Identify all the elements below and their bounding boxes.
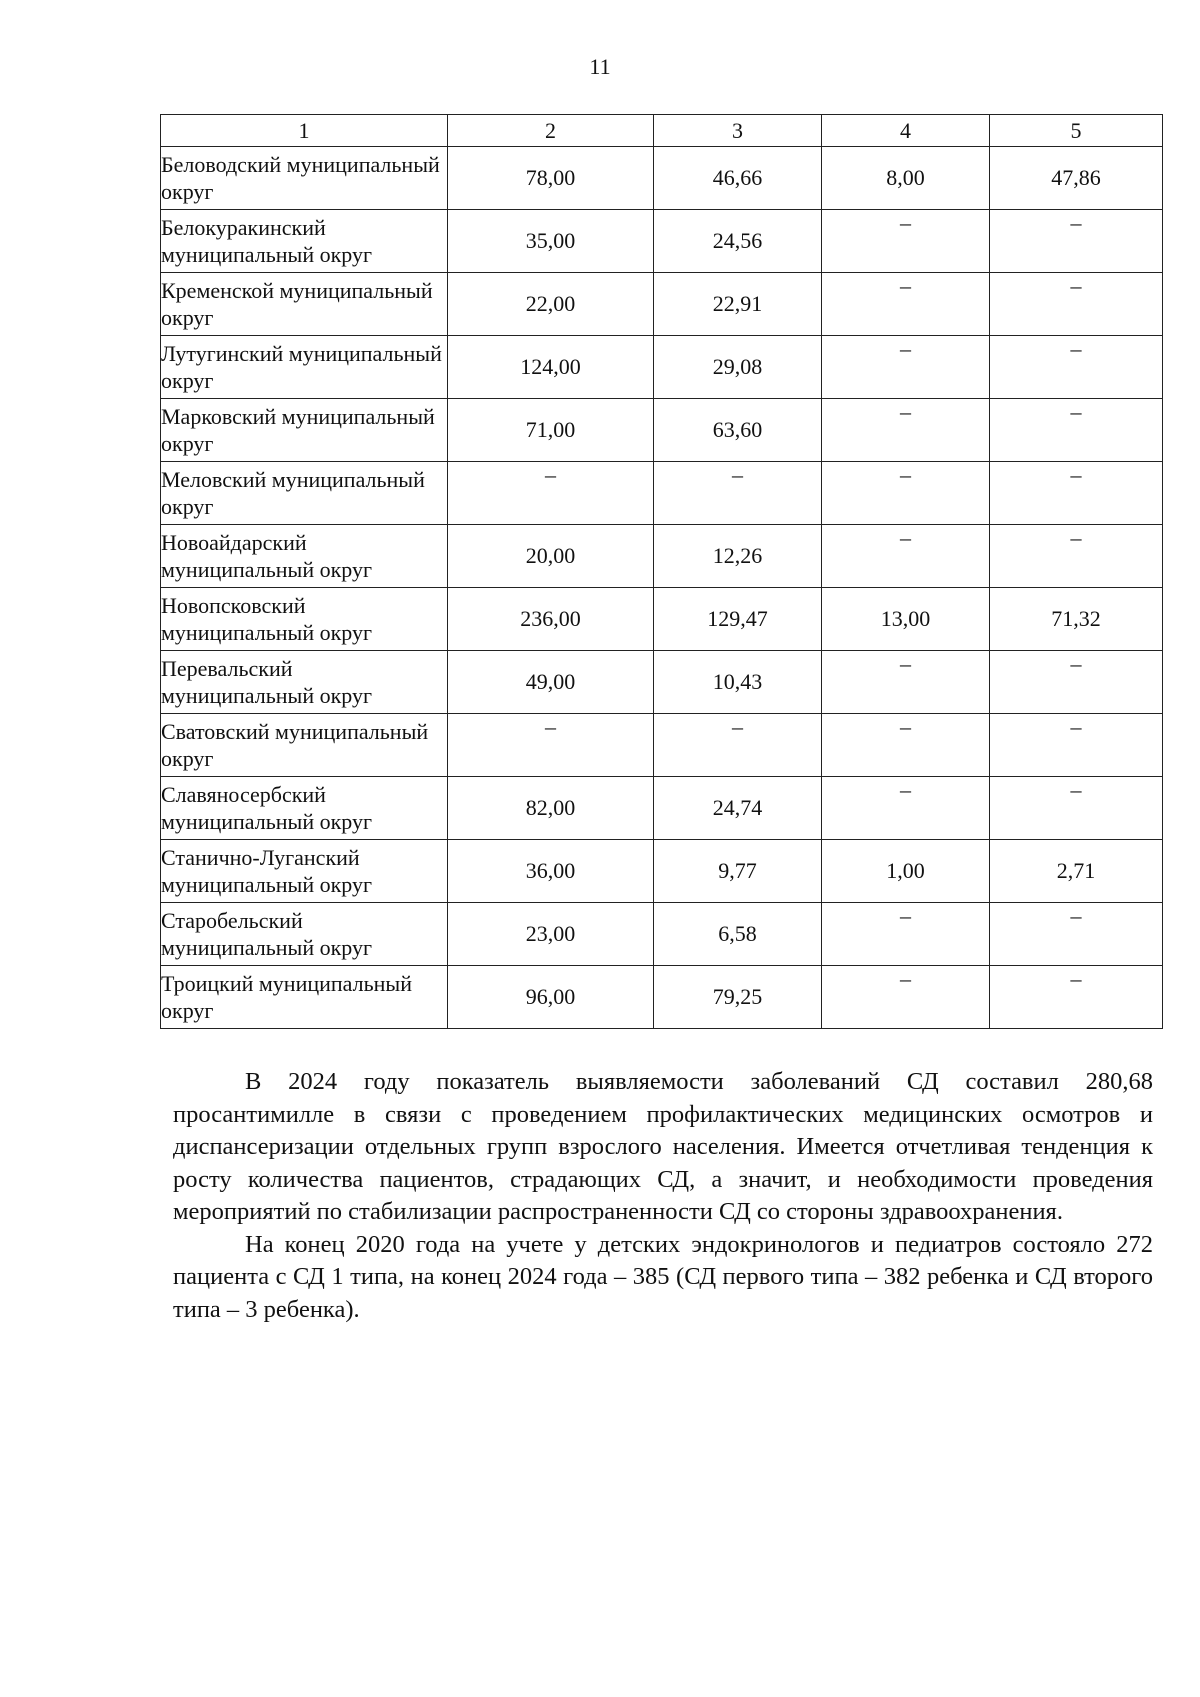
district-name-cell: Славяносербский муниципальный округ xyxy=(161,777,448,840)
column-header: 4 xyxy=(822,115,990,147)
district-name-cell: Беловодский муниципальный округ xyxy=(161,147,448,210)
value-cell: 49,00 xyxy=(448,651,654,714)
value-cell: – xyxy=(990,651,1163,714)
table-row xyxy=(161,273,1163,336)
value-cell: – xyxy=(990,525,1163,588)
value-cell: – xyxy=(822,525,990,588)
value-cell: 23,00 xyxy=(448,903,654,966)
table-row xyxy=(161,840,1163,903)
district-name-cell: Новоайдарский муниципальный округ xyxy=(161,525,448,588)
value-cell: – xyxy=(990,399,1163,462)
value-cell: 6,58 xyxy=(654,903,822,966)
value-cell: – xyxy=(822,462,990,525)
table-row xyxy=(161,777,1163,840)
value-cell: – xyxy=(448,462,654,525)
table-row xyxy=(161,714,1163,777)
value-cell: 236,00 xyxy=(448,588,654,651)
value-cell: 36,00 xyxy=(448,840,654,903)
value-cell: – xyxy=(448,714,654,777)
value-cell: 24,56 xyxy=(654,210,822,273)
value-cell: 1,00 xyxy=(822,840,990,903)
district-name-cell: Марковский муниципальный округ xyxy=(161,399,448,462)
table-row xyxy=(161,525,1163,588)
table-row xyxy=(161,399,1163,462)
value-cell: – xyxy=(822,651,990,714)
value-cell: – xyxy=(990,777,1163,840)
district-name-cell: Меловский муниципальный округ xyxy=(161,462,448,525)
value-cell: 46,66 xyxy=(654,147,822,210)
value-cell: 29,08 xyxy=(654,336,822,399)
value-cell: – xyxy=(990,462,1163,525)
value-cell: 71,00 xyxy=(448,399,654,462)
table-row xyxy=(161,210,1163,273)
table-header-row xyxy=(161,115,1163,147)
value-cell: 2,71 xyxy=(990,840,1163,903)
value-cell: 24,74 xyxy=(654,777,822,840)
value-cell: – xyxy=(822,273,990,336)
value-cell: – xyxy=(654,714,822,777)
value-cell: 8,00 xyxy=(822,147,990,210)
district-name-cell: Старобельский муниципальный округ xyxy=(161,903,448,966)
value-cell: 96,00 xyxy=(448,966,654,1029)
value-cell: – xyxy=(822,903,990,966)
value-cell: – xyxy=(990,273,1163,336)
district-name-cell: Белокуракинский муниципальный округ xyxy=(161,210,448,273)
value-cell: 20,00 xyxy=(448,525,654,588)
value-cell: – xyxy=(822,966,990,1029)
column-header: 5 xyxy=(990,115,1163,147)
value-cell: 13,00 xyxy=(822,588,990,651)
table-row xyxy=(161,966,1163,1029)
district-name-cell: Лутугинский муниципальный округ xyxy=(161,336,448,399)
value-cell: – xyxy=(990,966,1163,1029)
table-row xyxy=(161,336,1163,399)
table-row xyxy=(161,147,1163,210)
district-name-cell: Станично-Луганский муниципальный округ xyxy=(161,840,448,903)
value-cell: 12,26 xyxy=(654,525,822,588)
table-row xyxy=(161,462,1163,525)
value-cell: – xyxy=(654,462,822,525)
value-cell: 79,25 xyxy=(654,966,822,1029)
value-cell: 129,47 xyxy=(654,588,822,651)
value-cell: 78,00 xyxy=(448,147,654,210)
value-cell: – xyxy=(990,336,1163,399)
value-cell: – xyxy=(990,714,1163,777)
value-cell: 22,91 xyxy=(654,273,822,336)
value-cell: – xyxy=(822,336,990,399)
value-cell: 35,00 xyxy=(448,210,654,273)
paragraph: На конец 2020 года на учете у детских эндокринологов и педиатров состояло 272 пациента с СД 1 типа, на конец 2024 года – 385 (СД первого типа – 382 ребенка и СД второго типа – 3 ребенка). xyxy=(173,1230,1153,1323)
district-name-cell: Кременской муниципальный округ xyxy=(161,273,448,336)
column-header: 1 xyxy=(161,115,448,147)
body-text xyxy=(173,1066,1153,1326)
column-header: 2 xyxy=(448,115,654,147)
value-cell: – xyxy=(990,903,1163,966)
value-cell: 47,86 xyxy=(990,147,1163,210)
value-cell: 82,00 xyxy=(448,777,654,840)
district-name-cell: Сватовский муниципальный округ xyxy=(161,714,448,777)
column-header: 3 xyxy=(654,115,822,147)
value-cell: 124,00 xyxy=(448,336,654,399)
table-row xyxy=(161,651,1163,714)
value-cell: – xyxy=(822,714,990,777)
table-row xyxy=(161,903,1163,966)
value-cell: 22,00 xyxy=(448,273,654,336)
value-cell: 9,77 xyxy=(654,840,822,903)
value-cell: – xyxy=(822,777,990,840)
value-cell: 63,60 xyxy=(654,399,822,462)
value-cell: 10,43 xyxy=(654,651,822,714)
district-name-cell: Новопсковский муниципальный округ xyxy=(161,588,448,651)
table-body xyxy=(161,147,1163,1029)
value-cell: – xyxy=(990,210,1163,273)
table-row xyxy=(161,588,1163,651)
value-cell: – xyxy=(822,210,990,273)
data-table xyxy=(160,114,1163,1029)
value-cell: 71,32 xyxy=(990,588,1163,651)
district-name-cell: Троицкий муниципальный округ xyxy=(161,966,448,1029)
paragraph: В 2024 году показатель выявляемости заболеваний СД составил 280,68 просантимилле в связи с проведением профилактических медицинских осмотров и диспансеризации отдельных групп взрослого населения. Имеется отчетливая тенденция к росту количества пациентов, страдающих СД, а значит, и необходимости проведения мероприятий по стабилизации распространенности СД со стороны здравоохранения. xyxy=(173,1068,1153,1225)
page-number: 11 xyxy=(589,54,611,79)
district-name-cell: Перевальский муниципальный округ xyxy=(161,651,448,714)
value-cell: – xyxy=(822,399,990,462)
